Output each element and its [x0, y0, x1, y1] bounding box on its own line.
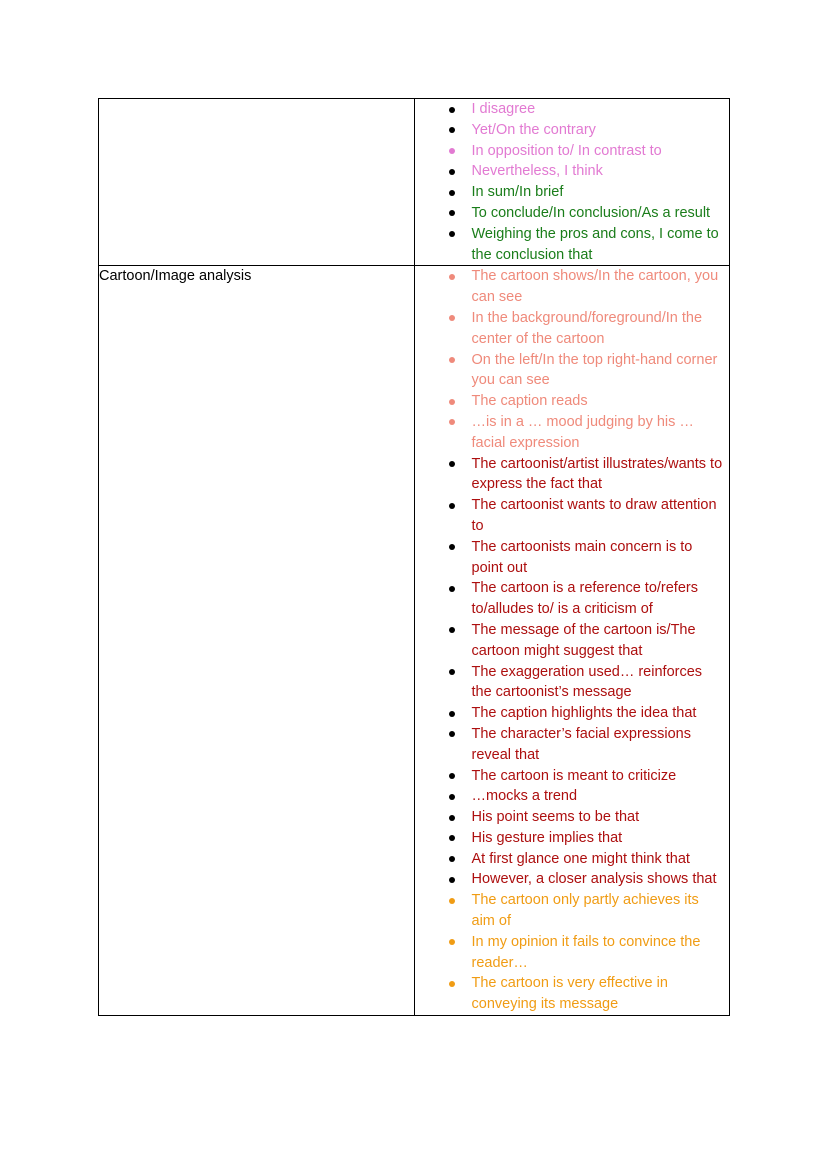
row-label-cell: [99, 99, 415, 266]
phrase-text: The cartoon is a reference to/refers to/alludes to/ is a criticism of: [471, 580, 698, 618]
row-label-cartoon-image-analysis: Cartoon/Image analysis: [99, 268, 252, 285]
phrase-text: On the left/In the top right-hand corner you can see: [471, 351, 718, 389]
phrase-text: The cartoonist/artist illustrates/wants to express the fact that: [471, 455, 723, 493]
row-label-cell: [99, 266, 415, 1016]
bullet-icon: [449, 231, 455, 237]
phrase-text: The cartoonist wants to draw attention to: [471, 497, 717, 534]
list-item: [415, 120, 730, 141]
list-item: [415, 703, 730, 724]
phrase-text: The exaggeration used… reinforces the cartoonist’s message: [471, 663, 703, 701]
phrase-text: His gesture implies that: [471, 829, 623, 846]
phrase-text: …is in a … mood judging by his … facial expression: [471, 413, 694, 451]
phrases-cell: [414, 266, 730, 1016]
bullet-icon: [449, 315, 455, 321]
bullet-icon: [449, 419, 455, 425]
bullet-icon: [449, 503, 455, 509]
table-row-closing: [99, 99, 730, 266]
phrase-text: In opposition to/ In contrast to: [471, 142, 662, 159]
bullet-icon: [449, 357, 455, 363]
phrase-text: The cartoon is very effective in conveying its message: [471, 975, 668, 1013]
list-item: [415, 973, 730, 1015]
phrase-text: To conclude/In conclusion/As a result: [471, 204, 711, 221]
bullet-icon: [449, 898, 455, 904]
list-item: [415, 308, 730, 350]
list-item: [415, 620, 730, 662]
table-row-cartoon-analysis: [99, 266, 730, 1016]
bullet-icon: [449, 127, 455, 133]
phrase-text: In the background/foreground/In the center of the cartoon: [471, 309, 703, 347]
bullet-icon: [449, 773, 455, 779]
list-item: [415, 662, 730, 704]
bullet-icon: [449, 190, 455, 196]
list-item: [415, 537, 730, 579]
list-item: [415, 412, 730, 454]
bullet-icon: [449, 815, 455, 821]
phrase-text: The caption highlights the idea that: [471, 705, 697, 722]
list-item: [415, 890, 730, 932]
phrases-cell: [414, 99, 730, 266]
phrases-table: [98, 98, 730, 1016]
bullet-icon: [449, 711, 455, 717]
phrase-text: …mocks a trend: [471, 788, 578, 805]
list-item: [415, 99, 730, 120]
phrase-text: Weighing the pros and cons, I come to the conclusion that: [471, 225, 719, 263]
list-item: [415, 495, 730, 537]
list-item: [415, 161, 730, 182]
list-item: [415, 807, 730, 828]
list-item: [415, 391, 730, 412]
phrase-text: The cartoon shows/In the cartoon, you can see: [471, 268, 719, 306]
bullet-icon: [449, 939, 455, 945]
phrase-text: The cartoonists main concern is to point out: [471, 538, 693, 576]
list-item: [415, 203, 730, 224]
bullet-icon: [449, 274, 455, 280]
list-item: [415, 266, 730, 308]
list-item: [415, 578, 730, 620]
bullet-icon: [449, 856, 455, 862]
bullet-icon: [449, 981, 455, 987]
bullet-icon: [449, 148, 455, 154]
list-item: [415, 766, 730, 787]
bullet-icon: [449, 731, 455, 737]
list-item: [415, 828, 730, 849]
list-item: [415, 869, 730, 890]
phrase-text: In my opinion it fails to convince the reader…: [471, 933, 701, 971]
phrase-list-closing: [415, 99, 730, 265]
phrase-text: The caption reads: [471, 393, 588, 410]
phrase-text: The character’s facial expressions reveal that: [471, 725, 691, 763]
phrase-text: The cartoon is meant to criticize: [471, 767, 677, 784]
bullet-icon: [449, 210, 455, 216]
bullet-icon: [449, 461, 455, 467]
bullet-icon: [449, 399, 455, 405]
list-item: [415, 849, 730, 870]
list-item: [415, 786, 730, 807]
list-item: [415, 350, 730, 392]
bullet-icon: [449, 794, 455, 800]
bullet-icon: [449, 877, 455, 883]
bullet-icon: [449, 107, 455, 113]
phrase-text: The cartoon only partly achieves its aim of: [471, 892, 699, 930]
list-item: [415, 932, 730, 974]
bullet-icon: [449, 835, 455, 841]
phrase-text: Yet/On the contrary: [471, 121, 596, 138]
bullet-icon: [449, 169, 455, 175]
list-item: [415, 454, 730, 496]
phrase-text: His point seems to be that: [471, 809, 640, 826]
phrase-text: The message of the cartoon is/The cartoon might suggest that: [471, 621, 696, 659]
list-item: [415, 182, 730, 203]
bullet-icon: [449, 544, 455, 550]
bullet-icon: [449, 669, 455, 675]
phrase-list-cartoon: [415, 266, 730, 1015]
phrase-text: Nevertheless, I think: [471, 163, 603, 180]
phrase-text: I disagree: [471, 101, 536, 117]
phrase-text: In sum/In brief: [471, 184, 564, 201]
phrase-text: However, a closer analysis shows that: [471, 871, 717, 888]
phrase-text: At first glance one might think that: [471, 850, 690, 867]
bullet-icon: [449, 627, 455, 633]
list-item: [415, 141, 730, 162]
list-item: [415, 224, 730, 266]
list-item: [415, 724, 730, 766]
bullet-icon: [449, 586, 455, 592]
